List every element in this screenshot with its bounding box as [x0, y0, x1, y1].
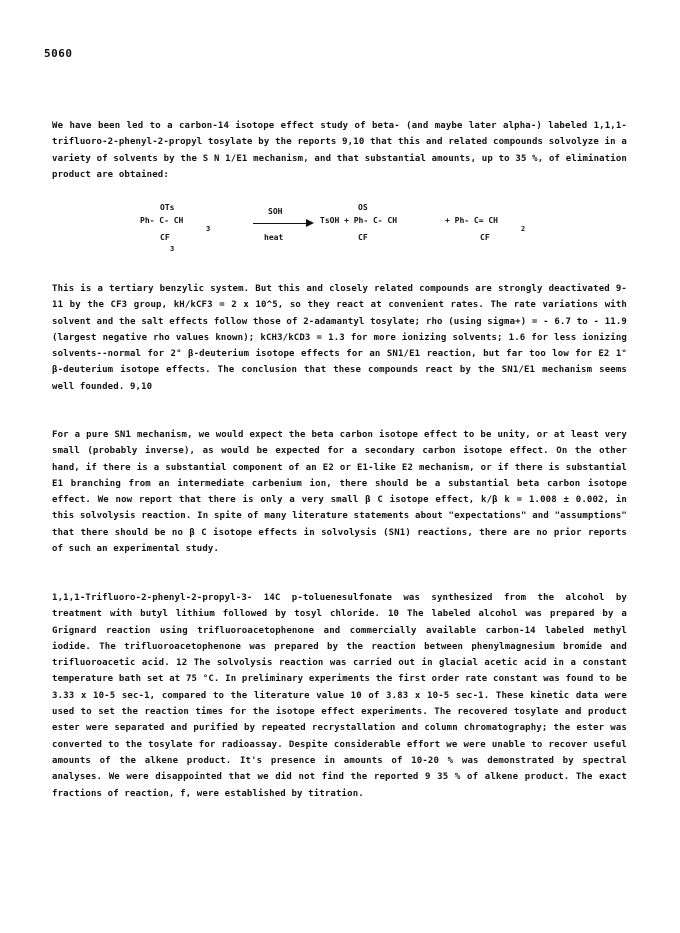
reactant-cf: CF	[160, 233, 170, 242]
alkene-ch2-sub: 2	[521, 225, 526, 233]
paragraph-expectation-b: In spite of many literature statements about "expectations" and "assumptions" that there should be no β C isotope effects in solvolysis (SN1) reactions,	[52, 511, 627, 538]
paragraph-intro-text: We have been led to a carbon-14 isotope effect study of beta- (and maybe later alpha-) labeled 1,1,1-trifluoro-2-phenyl-2-propyl tosylate by the reports 9,10 that this and related compounds solvolyze in a variety of solvents by the S N 1/E1 mechanism, and that substantial amounts, up to 35 %, of elimination product are obtained:	[52, 121, 627, 180]
product-os: OS	[358, 203, 368, 212]
reactant-ch3-sub: 3	[206, 225, 211, 233]
reactant-formula: Ph- C- CH	[140, 216, 184, 225]
paragraph-system	[52, 281, 627, 395]
no-prior-reports-statement: there are no prior reports of such an experimental study.	[52, 527, 627, 555]
product-cf: CF	[358, 233, 368, 242]
reactant-cf3-sub: 3	[170, 245, 175, 253]
paragraph-experimental-text: 1,1,1-Trifluoro-2-phenyl-2-propyl-3- 14C p-toluenesulfonate was synthesized from the alcohol by treatment with butyl lithium followed by tosyl chloride. 10 The labeled alcohol was prepared by a Grignard reaction using trifluoroacetophenone and commercially available carbon-14 labeled methyl iodide. The trifluoroacetophenone was prepared by the reaction between phenylmagnesium bromide and trifluoroacetic acid. 12 The solvolysis reaction was carried out in glacial acetic acid in a constant temperature bath set at 75 °C. In preliminary experiments the first order rate constant was found to be 3.33 x 10-5 sec-1, compared to the literature value 10 of 3.83 x 10-5 sec-1. These kinetic data were used to set the reaction times for the isotope effect experiments. The recovered tosylate and product ester were separated and purified by repeated recrystallation and column chromatography; the ester was converted to the tosylate for radioassay. Despite considerable effort we were unable to recover useful amounts of the alkene product. It's presence in amounts of 10-20 % was demonstrated by spectral analyses. We were disappointed that we did not find the reported 9 35 % of alkene product. The exact fractions of reaction, f, were established by titration.	[52, 593, 627, 799]
reaction-arrow-head	[306, 219, 314, 227]
condition-label: heat	[264, 233, 284, 242]
paragraph-expectation-a: For a pure SN1 mechanism, we would expect the beta carbon isotope effect to be unity, or at least very small (probably inverse), as would be expected for a secondary carbon isotope effect. On the other hand, if there is a substantial component of an E2 or E1-like E2 mechanism, or if there is substantial E1 branching from an intermediate carbenium ion, there should be a substantial beta carbon isotope effect.	[52, 430, 627, 506]
paragraph-system-text: This is a tertiary benzylic system. But this and closely related compounds are strongly deactivated 9-11 by the CF3 group, kH/kCF3 = 2 x 10^5, so they react at convenient rates. The rate variations with solvent and the salt effects follow those of 2-adamantyl tosylate; rho (using sigma+) = - 6.7 to - 11.9 (largest negative rho values known); kCH3/kCD3 = 1.3 for more ionizing solvents; 1.6 for less ionizing solvents--normal for 2° β-deuterium isotope effects for an SN1/E1 reaction, but far too low for E2 1° β-deuterium isotope effects. The conclusion that these compounds react by the SN1/E1 mechanism seems well founded. 9,10	[52, 284, 627, 392]
reaction-scheme	[140, 203, 560, 265]
alkene-formula: + Ph- C= CH	[445, 216, 498, 225]
paragraph-expectation-body	[52, 427, 627, 557]
page-number: 5060	[44, 47, 73, 60]
reactant-ots: OTs	[160, 203, 175, 212]
paragraph-intro	[52, 118, 627, 183]
result-statement: We now report that there is only a very small β C isotope effect, k/β k = 1.008 ± 0.002, in this solvolysis reaction.	[52, 495, 627, 522]
paragraph-experimental	[52, 590, 627, 802]
reagent-label: SOH	[268, 207, 283, 216]
reaction-arrow	[253, 223, 311, 224]
alkene-cf: CF	[480, 233, 490, 242]
paragraph-expectation	[52, 427, 627, 557]
product-formula: TsOH + Ph- C- CH	[320, 216, 398, 225]
